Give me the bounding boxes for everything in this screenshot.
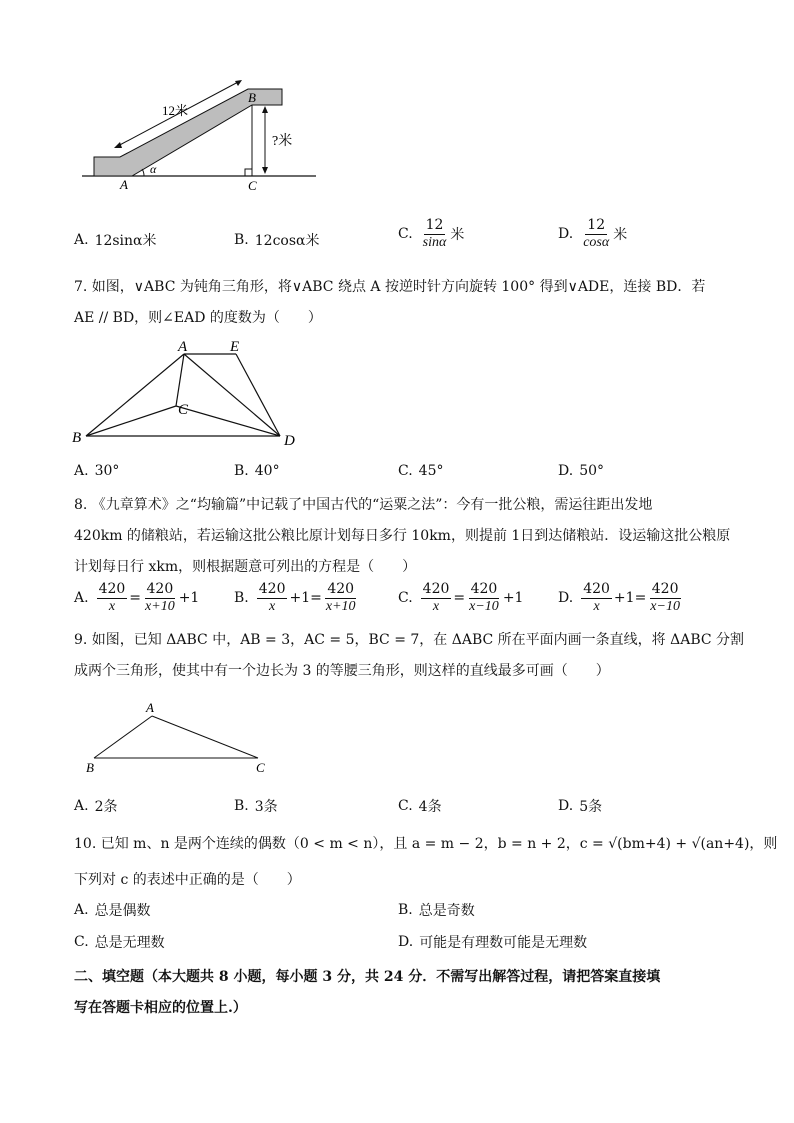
q10-option-a[interactable]: A. 总是偶数 — [74, 902, 151, 919]
equals-sign: = — [310, 590, 322, 607]
q6-option-d[interactable]: D. $\frac{12}{\cos\alpha}$ 米 — [558, 217, 628, 250]
q7-option-d[interactable]: D. 50° — [558, 463, 605, 479]
point-C-label: C — [256, 760, 265, 775]
q10-line2: 下列对 c 的表述中正确的是（ ） — [74, 872, 301, 888]
fraction: $\frac{420}{x-10}$ — [650, 581, 680, 614]
fraction: $\frac{420}{x+10}$ — [145, 581, 175, 614]
q7-option-b[interactable]: B. 40° — [234, 463, 280, 479]
q7-line1: 7. 如图，∨ABC 为钝角三角形，将∨ABC 绕点 A 按逆时针方向旋转 100° 得到∨ADE，连接 BD．若 — [74, 279, 706, 295]
q10-option-d[interactable]: D. 可能是有理数可能是无理数 — [398, 934, 588, 951]
q9-line2: 成两个三角形，使其中有一个边长为 3 的等腰三角形，则这样的直线最多可画（ ） — [74, 663, 610, 679]
q8-option-d[interactable]: D. $\frac{420}{x}$ +1 = $\frac{420}{x-10}$ — [558, 581, 680, 614]
point-B-label: B — [248, 90, 256, 105]
fraction: $\frac{420}{x}$ — [583, 581, 610, 614]
q8-option-c[interactable]: C. $\frac{420}{x}$ = $\frac{420}{x-10}$ +1 — [398, 581, 524, 614]
equals-sign: = — [453, 590, 466, 607]
q6-option-b[interactable]: B. 12cosα米 — [234, 232, 320, 249]
fraction: $\frac{420}{x+10}$ — [325, 581, 356, 614]
height-label: ?米 — [272, 134, 293, 149]
triangle-figure — [80, 698, 280, 778]
equals-sign: = — [634, 590, 647, 607]
q8-line3: 计划每日行 xkm，则根据题意可列出的方程是（ ） — [74, 559, 417, 575]
q9-option-c[interactable]: C. 4条 — [398, 798, 442, 815]
fraction: $\frac{12}{\sin\alpha}$ — [422, 217, 447, 250]
point-A-label: A — [146, 700, 154, 715]
q10-option-c[interactable]: C. 总是无理数 — [74, 934, 165, 951]
q8-line1: 8. 《九章算术》之“均输篇”中记载了中国古代的“运粟之法”：今有一批公粮，需运往距出发地 — [74, 497, 653, 513]
fraction: $\frac{420}{x}$ — [422, 581, 450, 614]
q9-option-a[interactable]: A. 2条 — [74, 798, 118, 815]
q9-option-b[interactable]: B. 3条 — [234, 798, 278, 815]
q8-option-b[interactable]: B. $\frac{420}{x}$ +1 = $\frac{420}{x+10}$ — [234, 581, 356, 614]
equals-sign: = — [129, 590, 142, 607]
point-B-label: B — [72, 430, 82, 446]
escalator-figure — [80, 75, 330, 195]
q7-option-a[interactable]: A. 30° — [74, 463, 120, 479]
point-A-label: A — [178, 339, 188, 355]
rotation-figure — [66, 336, 326, 452]
fraction: $\frac{420}{x}$ — [258, 581, 286, 614]
len-label: 12米 — [162, 103, 189, 118]
q9-line1: 9. 如图，已知 ΔABC 中，AB = 3，AC = 5，BC = 7，在 ΔABC 所在平面内画一条直线，将 ΔABC 分割 — [74, 632, 745, 648]
point-E-label: E — [230, 339, 240, 355]
q8-option-a[interactable]: A. $\frac{420}{x}$ = $\frac{420}{x+10}$ +1 — [74, 581, 200, 614]
q8-line2: 420km 的储粮站，若运输这批公粮比原计划每日多行 10km，则提前 1日到达储粮站．设运输这批公粮原 — [74, 528, 731, 544]
q6-option-c[interactable]: C. $\frac{12}{\sin\alpha}$ 米 — [398, 217, 465, 250]
point-C-label: C — [178, 402, 189, 418]
angle-label: α — [150, 162, 157, 176]
q10-option-b[interactable]: B. 总是奇数 — [398, 902, 475, 919]
section2-heading-line1: 二、填空题（本大题共 8 小题，每小题 3 分，共 24 分．不需写出解答过程，请把答案直接填 — [74, 969, 661, 985]
q7-option-c[interactable]: C. 45° — [398, 463, 444, 479]
q10-line1: 10. 已知 m、n 是两个连续的偶数（0 < m < n），且 a = m − 2，b = n + 2，c = √(bm+4) + √(an+4)，则 — [74, 836, 778, 852]
section2-heading-line2: 写在答题卡相应的位置上.） — [74, 1000, 247, 1016]
fraction: $\frac{420}{x}$ — [98, 581, 126, 614]
q9-option-d[interactable]: D. 5条 — [558, 798, 603, 815]
point-D-label: D — [284, 433, 295, 449]
point-A-label: A — [120, 177, 128, 192]
q7-line2: AE // BD，则∠EAD 的度数为（ ） — [74, 310, 322, 326]
point-B-label: B — [86, 760, 94, 775]
fraction: $\frac{420}{x-10}$ — [469, 581, 499, 614]
point-C-label: C — [248, 178, 257, 193]
fraction: $\frac{12}{\cos\alpha}$ — [583, 217, 610, 250]
q6-option-a[interactable]: A. 12sinα米 — [74, 232, 157, 249]
